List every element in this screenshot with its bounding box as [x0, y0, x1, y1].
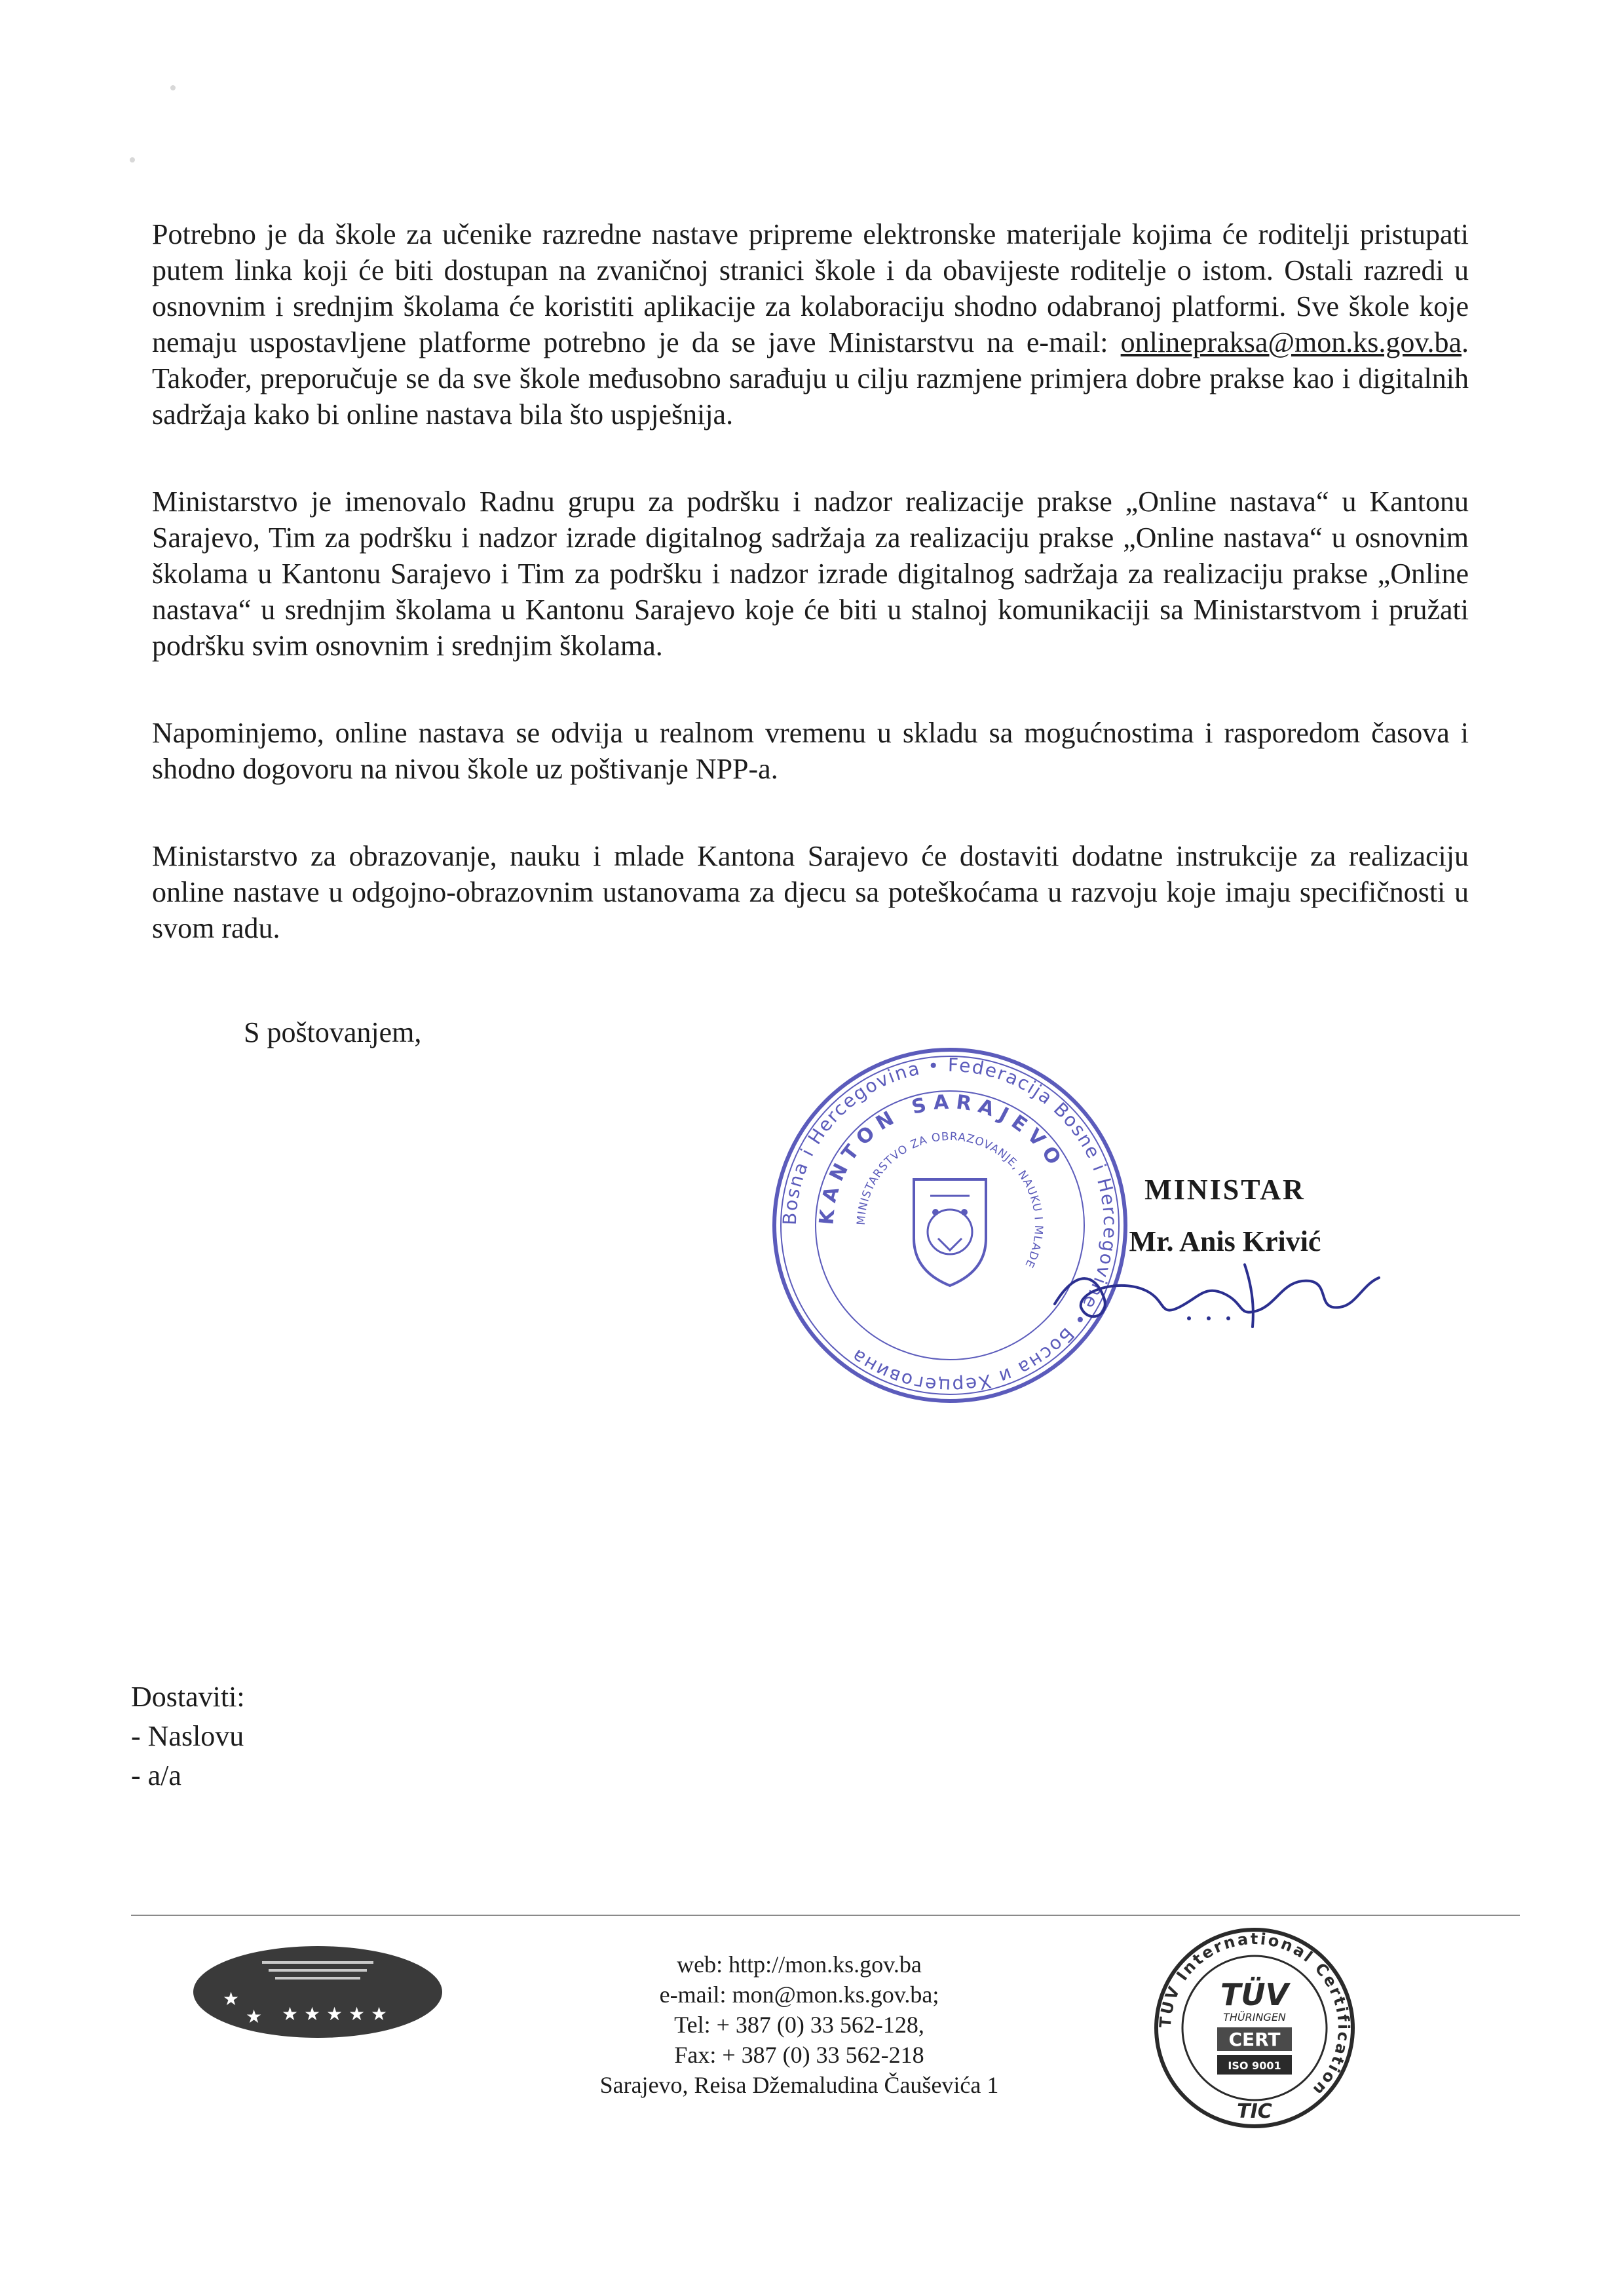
tuv-ring-text: TÜV International Certification	[1156, 1929, 1353, 2101]
delivery-list	[131, 1677, 245, 1795]
footer-fax: Fax: + 387 (0) 33 562-218	[674, 2042, 924, 2068]
scan-speck	[130, 157, 135, 163]
tuv-tic: TIC	[1237, 2100, 1272, 2123]
svg-text:★: ★	[223, 1988, 240, 2010]
stamp-outer-text: Bosna i Hercegovina • Federacija Bosne i Hercegovine • Босна и Херцеговина	[778, 1054, 1122, 1397]
delivery-heading: Dostaviti:	[131, 1681, 245, 1713]
paragraph-1-text: Potrebno je da škole za učenike razredne nastave pripreme elektronske materijale kojima će roditelji pristupati putem linka koji će biti dostupan na zvaničnoj stranici škole i da obavijeste roditelje o istom. Ostali razredi u osnovnim i srednjim školama će koristiti aplikacije za kolaboraciju shodno odabranoj platformi. Sve škole koje nemaju uspostavljene platforme potrebno je da se jave Ministarstvu na e-mail:	[152, 218, 1469, 358]
closing-salutation: S poštovanjem,	[244, 1016, 422, 1048]
tuv-iso: ISO 9001	[1228, 2059, 1281, 2072]
footer-email: e-mail: mon@mon.ks.gov.ba;	[659, 1981, 939, 2008]
paragraph-1	[152, 216, 1469, 432]
email-link[interactable]: onlinepraksa@mon.ks.gov.ba	[1120, 326, 1462, 358]
svg-text:★ ★ ★ ★ ★: ★ ★ ★ ★ ★	[282, 2003, 388, 2025]
footer-web: web: http://mon.ks.gov.ba	[677, 1951, 922, 1978]
handwritten-signature	[1048, 1245, 1389, 1337]
letter-body	[152, 216, 1469, 997]
footer-contact	[498, 1949, 1101, 2100]
footer-tel: Tel: + 387 (0) 33 562-128,	[674, 2012, 924, 2038]
signatory-name: Mr. Anis Krivić	[1129, 1225, 1321, 1257]
paragraph-3: Napominjemo, online nastava se odvija u realnom vremenu u skladu sa mogućnostima i rasporedom časova i shodno dogovoru na nivou škole uz poštivanje NPP-a.	[152, 717, 1469, 785]
footer-divider	[131, 1915, 1520, 1916]
svg-text:★: ★	[246, 2006, 263, 2027]
paragraph-1-text-cont: . Također, preporučuje se da sve škole međusobno sarađuju u cilju razmjene primjera dobre prakse kao i digitalnih sadržaja kako bi online nastava bila što uspješnija.	[152, 326, 1469, 430]
delivery-item: - Naslovu	[131, 1720, 244, 1752]
stamp-inner-text: MINISTARSTVO ZA OBRAZOVANJE, NAUKU I MLADE	[854, 1130, 1046, 1271]
delivery-item: - a/a	[131, 1759, 181, 1791]
coat-of-arms-icon	[914, 1179, 986, 1286]
paragraph-4: Ministarstvo za obrazovanje, nauku i mlade Kantona Sarajevo će dostaviti dodatne instrukcije za realizaciju online nastave u odgojno-obrazovnim ustanovama za djecu sa poteškoćama u razvoju koje imaju specifičnosti u svom radu.	[152, 840, 1469, 944]
tuv-certification-logo	[1146, 1920, 1363, 2130]
signatory-title: MINISTAR	[1144, 1174, 1306, 1206]
tuv-brand: TÜV	[1220, 1977, 1289, 2012]
eu-emblem-logo	[190, 1943, 445, 2041]
tuv-sub: THÜRINGEN	[1223, 2011, 1286, 2023]
tuv-cert: CERT	[1228, 2029, 1281, 2050]
stamp-ring-text: KANTON SARAJEVO	[815, 1090, 1069, 1226]
scan-speck	[170, 85, 176, 90]
paragraph-2: Ministarstvo je imenovalo Radnu grupu za podršku i nadzor realizacije prakse „Online nastava“ u Kantonu Sarajevo, Tim za podršku i nadzor izrade digitalnog sadržaja za realizaciju prakse „Online nastava“ u osnovnim školama u Kantonu Sarajevo i Tim za podršku i nadzor izrade digitalnog sadržaja za realizaciju prakse „Online nastava“ u srednjim školama u Kantonu Sarajevo koje će biti u stalnoj komunikaciji sa Ministarstvom i pružati podršku svim osnovnim i srednjim školama.	[152, 486, 1469, 662]
footer-address: Sarajevo, Reisa Džemaludina Čauševića 1	[599, 2072, 999, 2098]
